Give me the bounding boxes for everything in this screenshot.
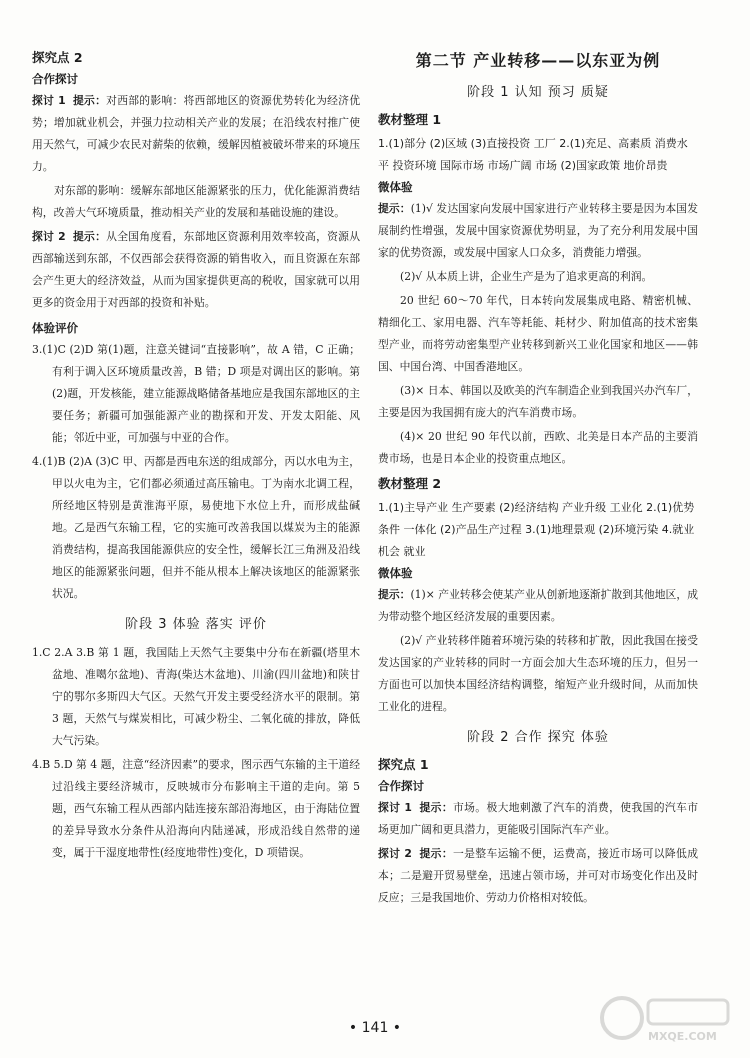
watermark-logo <box>596 992 736 1048</box>
answer-1-3: 1.C 2.A 3.B 第 1 题，我国陆上天然气主要集中分布在新疆(塔里木盆地、准噶尔盆地)、青海(柴达木盆地)、川渝(四川盆地)和陕甘宁的鄂尔多斯四大气区。天然气开发主要受经济水平的限制。第 3 题，天然气与煤炭相比，可减少粉尘、二氧化硫的排放，降低大气污染。 <box>32 646 360 747</box>
explore-point-1-heading: 探究点 1 <box>378 757 429 772</box>
discussion-1-east: 对东部的影响：缓解东部地区能源紧张的压力，优化能源消费结构，改善大气环境质量，推动相关产业的发展和基础设施的建设。 <box>32 184 360 219</box>
textbook-summary-2-heading: 教材整理 2 <box>378 476 442 491</box>
micro-experience-1-tip: 提示： <box>378 202 411 215</box>
explore-discussion-2 <box>378 843 698 909</box>
micro-experience-2-text-1: (1)× 产业转移会使某产业从创新地逐渐扩散到其他地区，成为带动整个地区经济发展的重要因素。 <box>378 588 698 623</box>
micro-experience-1-item-3: 20 世纪 60～70 年代，日本转向发展集成电路、精密机械、精细化工、家用电器、汽车等耗能、耗材少、附加值高的技术密集型产业，而将劳动密集型产业转移到新兴工业化国家和地区——韩国、中国台湾、中国香港地区。 <box>378 294 698 373</box>
page-number: • 141 • <box>348 1020 402 1036</box>
micro-experience-2-item-1 <box>378 584 698 628</box>
explore-discussion-1-label: 探讨 1 <box>378 801 412 814</box>
micro-experience-1-item-2: (2)√ 从本质上讲，企业生产是为了追求更高的利润。 <box>400 270 653 283</box>
micro-experience-1-heading: 微体验 <box>378 180 413 194</box>
explore-discussion-1-text: 市场。极大地刺激了汽车的消费，使我国的汽车市场更加广阔和更具潜力，更能吸引国际汽车产业。 <box>378 801 698 836</box>
answer-3: 3.(1)C (2)D 第(1)题，注意关键词“直接影响”，故 A 错，C 正确；有利于调入区环境质量改善，B 错；D 项是对调出区的影响。第(2)题，开发核能，建立能源战略储备基地应是我国东部地区的主要任务；新疆可加强能源产业的勘探和开发、开发太阳能、风能；邻近中亚，可加强与中亚的合作。 <box>32 343 360 444</box>
watermark-text: MXQE.COM <box>648 1030 717 1043</box>
micro-experience-1-item-5: (4)× 20 世纪 90 年代以前，西欧、北美是日本产品的主要消费市场，也是日本企业的投资重点地区。 <box>378 430 698 465</box>
stage-1-heading: 阶段 1 认知 预习 质疑 <box>467 85 609 100</box>
cooperation-heading-2: 合作探讨 <box>378 779 424 793</box>
micro-experience-2-tip: 提示： <box>378 588 411 601</box>
discussion-2-text: 从全国角度看，东部地区资源利用效率较高，资源从西部输送到东部，不仅西部会获得资源的销售收入，而且资源在东部会产生更大的经济效益，从而为国家提供更高的税收，国家就可以用更多的资金用于对西部的投资和补贴。 <box>32 230 361 309</box>
stage-2-heading: 阶段 2 合作 探究 体验 <box>467 730 609 745</box>
textbook-summary-1-answers: 1.(1)部分 (2)区域 (3)直接投资 工厂 2.(1)充足、高素质 消费水平 投资环境 国际市场 市场广阔 市场 (2)国家政策 地价昂贵 <box>378 137 688 172</box>
discussion-1-label: 探讨 1 <box>32 94 66 107</box>
micro-experience-2-heading: 微体验 <box>378 566 413 580</box>
discussion-1 <box>32 90 360 178</box>
discussion-1-tip: 提示： <box>73 94 107 107</box>
discussion-2-label: 探讨 2 <box>32 230 66 243</box>
explore-discussion-2-text: 一是整车运输不便，运费高，接近市场可以降低成本；二是避开贸易壁垒，迅速占领市场，并可对市场变化作出及时反应；三是我国地价、劳动力价格相对较低。 <box>378 847 698 904</box>
answer-4-5: 4.B 5.D 第 4 题，注意“经济因素”的要求，图示西气东输的主干道经过沿线主要经济城市，反映城市分布影响主干道的走向。第 5 题，西气东输工程从西部内陆连接东部沿海地区，由于海陆位置的差异导致水分条件从沿海向内陆递减，形成沿线自然带的递变，属于干湿度地带性(经度地带性)变化，D 项错误。 <box>32 758 360 859</box>
micro-experience-1-text-1: (1)√ 发达国家向发展中国家进行产业转移主要是因为本国发展制约性增强，发展中国家资源优势明显，为了充分利用发展中国家的优势资源，或发展中国家人口众多，消费能力增强。 <box>378 202 699 259</box>
right-column <box>378 48 698 911</box>
discussion-2-tip: 提示： <box>73 230 107 243</box>
discussion-2 <box>32 226 360 314</box>
micro-experience-1-item-1 <box>378 198 698 264</box>
section-title: 第二节 产业转移——以东亚为例 <box>415 51 661 70</box>
experience-evaluation-heading: 体验评价 <box>32 321 78 335</box>
explore-point-2-heading: 探究点 2 <box>32 50 83 65</box>
cooperation-heading: 合作探讨 <box>32 72 78 86</box>
textbook-summary-1-heading: 教材整理 1 <box>378 112 442 127</box>
stage-3-heading: 阶段 3 体验 落实 评价 <box>125 617 267 632</box>
discussion-1-text: 对西部的影响：将西部地区的资源优势转化为经济优势；增加就业机会，并强力拉动相关产业的发展；在沿线农村推广使用天然气，可减少农民对薪柴的依赖，缓解因植被破坏带来的环境压力。 <box>32 94 361 173</box>
micro-experience-2-item-2: (2)√ 产业转移伴随着环境污染的转移和扩散，因此我国在接受发达国家的产业转移的同时一方面会加大生态环境的压力，但另一方面也可以加快本国经济结构调整，缩短产业升级时间，从而加快工业化的进程。 <box>378 634 698 713</box>
left-column <box>32 48 360 866</box>
answer-4: 4.(1)B (2)A (3)C 甲、丙都是西电东送的组成部分，丙以水电为主，甲以火电为主，它们都必须通过高压输电。丁为南水北调工程，所经地区特别是黄淮海平原，易使地下水位上升，而形成盐碱地。乙是西气东输工程，它的实施可改善我国以煤炭为主的能源消费结构，提高我国能源供应的安全性，缓解长江三角洲及沿线地区的能源紧张问题，但并不能从根本上解决该地区的能源紧张状况。 <box>32 455 361 600</box>
explore-discussion-1-tip: 提示： <box>419 801 453 814</box>
micro-experience-1-item-4: (3)× 日本、韩国以及欧美的汽车制造企业到我国兴办汽车厂，主要是因为我国拥有庞大的汽车消费市场。 <box>378 384 698 419</box>
explore-discussion-1 <box>378 797 698 841</box>
explore-discussion-2-label: 探讨 2 <box>378 847 412 860</box>
textbook-summary-2-answers: 1.(1)主导产业 生产要素 (2)经济结构 产业升级 工业化 2.(1)优势条件 一体化 (2)产品生产过程 3.(1)地理景观 (2)环境污染 4.就业机会 就业 <box>378 501 695 558</box>
explore-discussion-2-tip: 提示： <box>419 847 453 860</box>
